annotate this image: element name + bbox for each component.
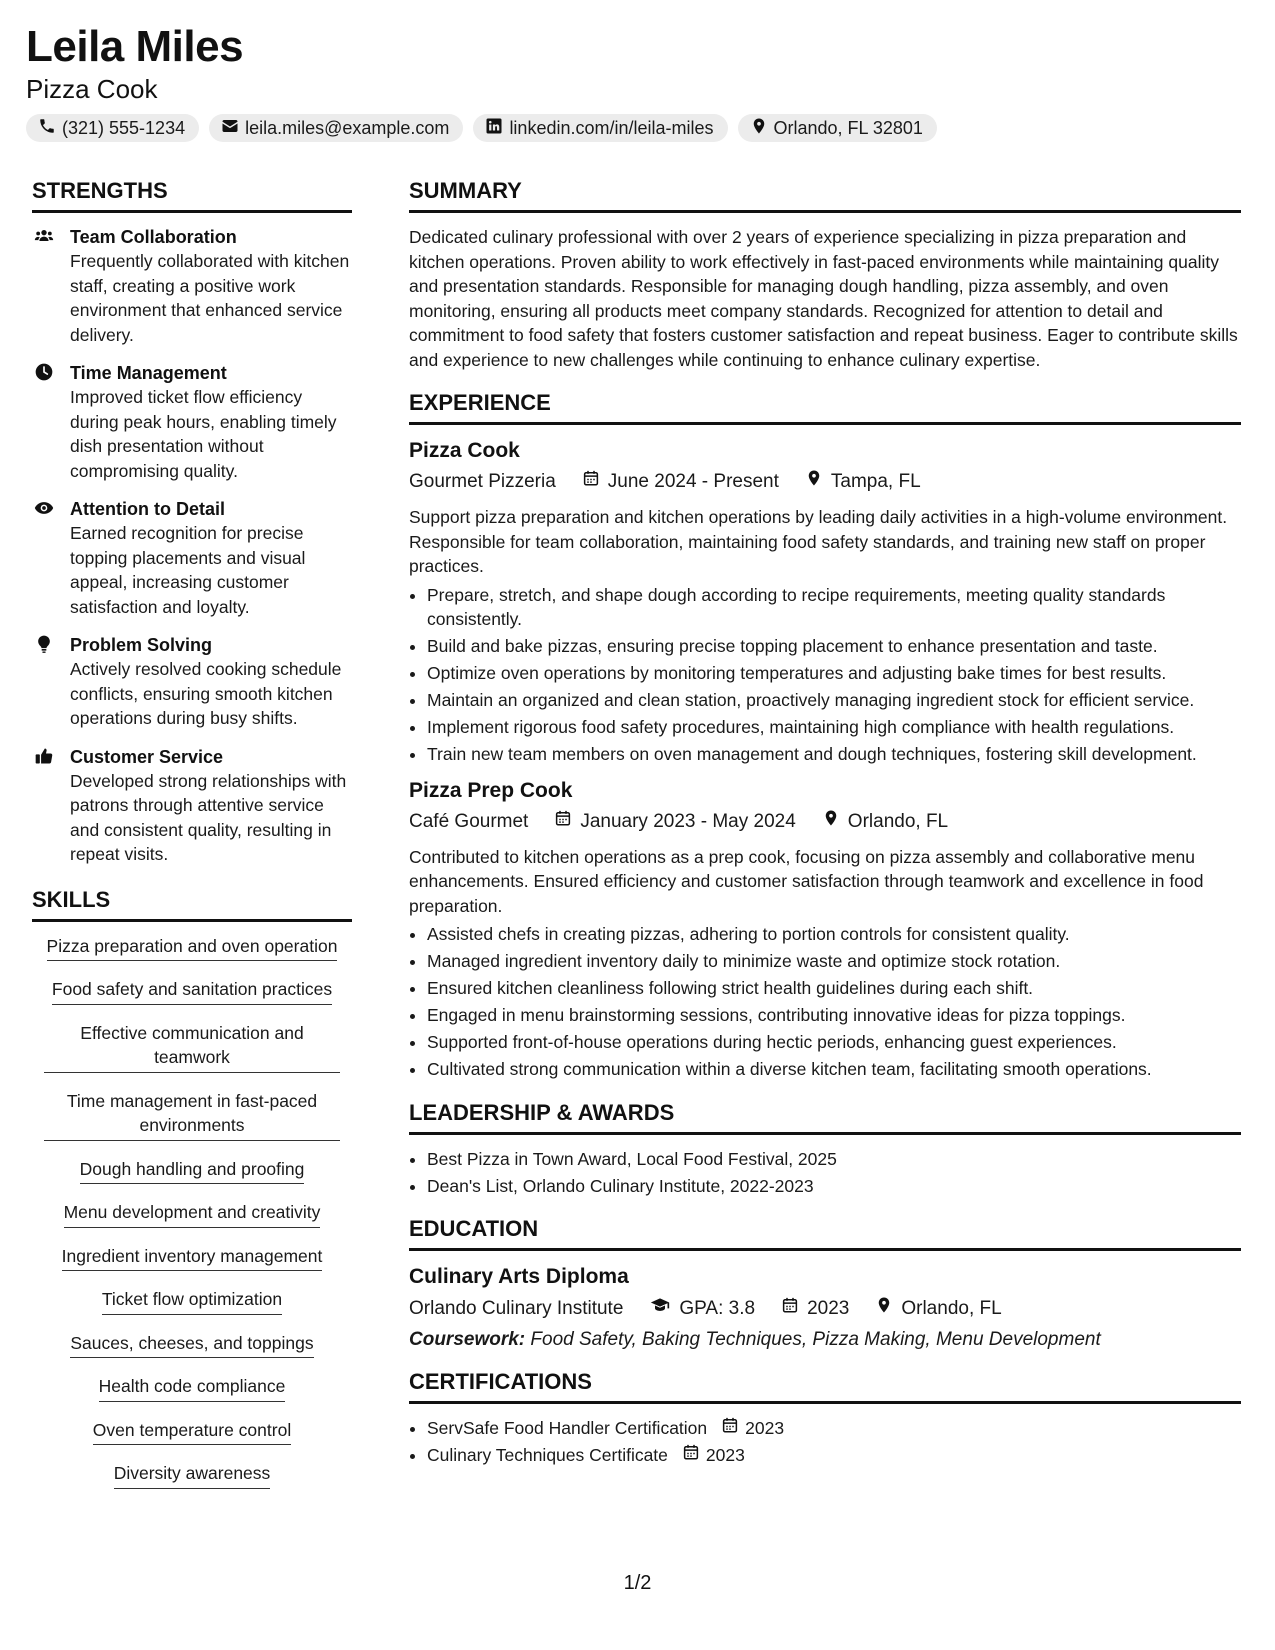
certification-name: • Culinary Techniques Certificate	[427, 1445, 668, 1465]
linkedin-text: linkedin.com/in/leila-miles	[509, 117, 714, 138]
contact-bar	[26, 114, 937, 142]
clock-icon	[32, 361, 56, 383]
job-title: Pizza Prep Cook	[409, 778, 573, 802]
job-bullet: • Maintain an organized and clean station, proactively managing ingredient stock for efficient service.	[427, 688, 1241, 713]
strength-item	[32, 633, 352, 731]
school-location: Orlando, FL	[901, 1298, 1002, 1319]
email-chip[interactable]	[209, 114, 463, 142]
location-text: Orlando, FL 32801	[773, 117, 923, 138]
strength-title: Problem Solving	[70, 635, 213, 655]
job-location: Tampa, FL	[830, 471, 921, 492]
lightbulb-icon	[32, 633, 56, 655]
skill-tag: Ingredient inventory management	[62, 1244, 323, 1272]
phone-chip[interactable]	[26, 114, 199, 142]
job-meta	[409, 469, 1241, 495]
job-bullet: • Managed ingredient inventory daily to minimize waste and optimize stock rotation.	[427, 949, 1241, 974]
experience-heading: EXPERIENCE	[409, 390, 1241, 425]
calendar-icon	[554, 809, 572, 835]
summary-heading: SUMMARY	[409, 178, 1241, 213]
envelope-icon	[221, 117, 239, 140]
summary-text: Dedicated culinary professional with over 2 years of experience specializing in pizza preparation and kitchen operations. Proven ability to work effectively in fast-paced environments while maintaining quality and presentation standards. Responsible for managing dough handling, pizza assembly, and oven monitoring, ensuring all products meet company standards. Recognized for attention to detail and commitment to food safety that fosters customer satisfaction and repeat business. Eager to contribute skills and experience to new challenges while continuing to enhance culinary expertise.	[409, 227, 1238, 370]
calendar-icon	[713, 1416, 739, 1441]
job-dates: June 2024 - Present	[607, 471, 779, 492]
job-bullet: • Build and bake pizzas, ensuring precise topping placement to enhance presentation and taste.	[427, 634, 1241, 659]
strength-title: Time Management	[70, 363, 227, 383]
email-text: leila.miles@example.com	[245, 117, 450, 138]
job-entry	[409, 437, 1241, 767]
certification-year: 2023	[745, 1418, 785, 1438]
degree-title: Culinary Arts Diploma	[409, 1265, 629, 1288]
gpa-text: GPA: 3.8	[679, 1298, 756, 1319]
coursework	[409, 1329, 1241, 1351]
candidate-name: Leila Miles	[26, 22, 244, 71]
company-name: Café Gourmet	[409, 810, 529, 832]
right-column	[409, 178, 1241, 1470]
strength-title: Team Collaboration	[70, 227, 237, 247]
graduation-cap-icon	[649, 1295, 671, 1323]
strength-title: Attention to Detail	[70, 499, 225, 519]
school-name: Orlando Culinary Institute	[409, 1298, 624, 1319]
job-bullet: • Ensured kitchen cleanliness following strict health guidelines during each shift.	[427, 976, 1241, 1001]
map-pin-icon	[822, 809, 840, 835]
job-bullet: • Supported front-of-house operations during hectic periods, enhancing guest experiences.	[427, 1030, 1241, 1055]
certification-year: 2023	[705, 1445, 745, 1465]
leadership-list	[409, 1147, 1241, 1199]
company-name: Gourmet Pizzeria	[409, 471, 556, 492]
strength-item	[32, 361, 352, 483]
map-pin-icon	[750, 117, 768, 140]
certifications-heading: CERTIFICATIONS	[409, 1369, 1241, 1404]
skill-tag: Oven temperature control	[93, 1418, 291, 1446]
strength-item	[32, 497, 352, 619]
phone-icon	[38, 117, 56, 140]
map-pin-icon	[805, 469, 823, 495]
job-bullet: • Implement rigorous food safety procedures, maintaining high compliance with health regulations.	[427, 715, 1241, 740]
left-column	[32, 178, 352, 1505]
strengths-heading: STRENGTHS	[32, 178, 352, 213]
job-bullet: • Engaged in menu brainstorming sessions, contributing innovative ideas for pizza toppings.	[427, 1003, 1241, 1028]
award-item: • Dean's List, Orlando Culinary Institute, 2022-2023	[427, 1174, 1241, 1199]
page-number: 1/2	[623, 1572, 652, 1594]
skill-tag: Diversity awareness	[114, 1461, 271, 1489]
calendar-icon	[674, 1443, 700, 1468]
job-bullet: • Cultivated strong communication within a diverse kitchen team, facilitating smooth operations.	[427, 1057, 1241, 1082]
linkedin-chip[interactable]	[473, 114, 727, 142]
job-title: Pizza Cook	[409, 439, 520, 462]
skill-tag: Dough handling and proofing	[80, 1157, 305, 1185]
strength-desc: Developed strong relationships with patrons through attentive service and consistent quality, resulting in repeat visits.	[70, 770, 347, 864]
phone-text: (321) 555-1234	[62, 117, 186, 138]
skills-heading: SKILLS	[32, 887, 352, 922]
strength-item	[32, 225, 352, 347]
certification-item	[427, 1416, 1241, 1441]
users-icon	[32, 225, 56, 247]
calendar-icon	[582, 469, 600, 495]
skill-tag: Menu development and creativity	[64, 1200, 321, 1228]
job-entry	[409, 777, 1241, 1082]
job-description: Support pizza preparation and kitchen operations by leading daily activities in a high-volume environment. Responsible for team collaboration, maintaining food safety standards, and training new staff on proper practices.	[409, 507, 1228, 576]
strength-desc: Earned recognition for precise topping placements and visual appeal, increasing customer satisfaction and loyalty.	[70, 523, 306, 617]
education-heading: EDUCATION	[409, 1216, 1241, 1251]
skill-tag: Effective communication and teamwork	[44, 1021, 340, 1073]
job-dates: January 2023 - May 2024	[580, 810, 796, 832]
skill-tag: Pizza preparation and oven operation	[47, 934, 338, 962]
job-bullet: • Assisted chefs in creating pizzas, adhering to portion controls for consistent quality.	[427, 922, 1241, 947]
skill-tag: Ticket flow optimization	[102, 1287, 282, 1315]
skill-tag: Food safety and sanitation practices	[52, 977, 332, 1005]
job-bullets	[409, 922, 1241, 1082]
thumbs-up-icon	[32, 745, 56, 767]
job-bullet: • Prepare, stretch, and shape dough according to recipe requirements, meeting quality standards consistently.	[427, 583, 1241, 632]
skill-tag: Sauces, cheeses, and toppings	[70, 1331, 313, 1359]
strength-desc: Improved ticket flow efficiency during peak hours, enabling timely dish presentation without compromising quality.	[70, 387, 337, 481]
linkedin-icon	[485, 117, 503, 140]
skill-tag: Health code compliance	[99, 1374, 286, 1402]
skills-list	[32, 934, 352, 1505]
coursework-label: Coursework:	[409, 1329, 526, 1350]
job-meta	[409, 809, 1241, 835]
leadership-heading: LEADERSHIP & AWARDS	[409, 1100, 1241, 1135]
candidate-role: Pizza Cook	[26, 74, 158, 104]
certification-name: • ServSafe Food Handler Certification	[427, 1418, 708, 1438]
map-pin-icon	[875, 1296, 893, 1322]
coursework-text: Food Safety, Baking Techniques, Pizza Making, Menu Development	[530, 1329, 1101, 1350]
strength-desc: Frequently collaborated with kitchen staff, creating a positive work environment that enhanced service delivery.	[70, 251, 350, 345]
eye-icon	[32, 497, 56, 519]
location-chip	[738, 114, 937, 142]
job-location: Orlando, FL	[847, 810, 949, 832]
graduation-year: 2023	[807, 1298, 850, 1319]
job-description: Contributed to kitchen operations as a prep cook, focusing on pizza assembly and collaborative menu enhancements. Ensured efficiency and customer satisfaction through teamwork and excellence in food preparation.	[409, 846, 1204, 916]
education-meta	[409, 1295, 1241, 1323]
skill-tag: Time management in fast-paced environments	[44, 1089, 340, 1141]
job-bullets	[409, 583, 1241, 767]
strength-desc: Actively resolved cooking schedule conflicts, ensuring smooth kitchen operations during busy shifts.	[70, 659, 342, 728]
strength-title: Customer Service	[70, 746, 224, 767]
award-item: • Best Pizza in Town Award, Local Food Festival, 2025	[427, 1147, 1241, 1172]
job-bullet: • Train new team members on oven management and dough techniques, fostering skill development.	[427, 742, 1241, 767]
strength-item	[32, 745, 352, 867]
certifications-list	[409, 1416, 1241, 1468]
certification-item	[427, 1443, 1241, 1468]
calendar-icon	[781, 1296, 799, 1322]
job-bullet: • Optimize oven operations by monitoring temperatures and adjusting bake times for best results.	[427, 661, 1241, 686]
